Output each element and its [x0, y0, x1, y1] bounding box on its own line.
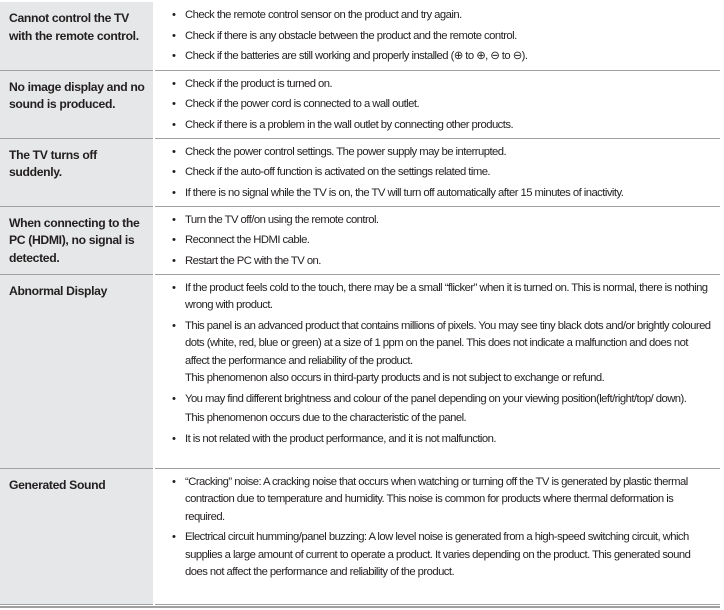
item-text: Check if the power cord is connected to a wall outlet.: [185, 98, 420, 110]
troubleshooting-table: [0, 2, 720, 605]
solutions-cell: [154, 206, 720, 274]
bullet: •: [172, 145, 176, 158]
bullet: •: [172, 166, 176, 178]
item-note: This phenomenon also occurs in third-party products and is not subject to exchange or refund.: [185, 372, 605, 384]
bullet: •: [172, 281, 176, 294]
problem-cell: Generated Sound: [0, 468, 154, 604]
list-item: [172, 96, 714, 114]
item-text: Check the remote control sensor on the product and try again.: [185, 9, 462, 21]
solutions-cell: [154, 70, 720, 138]
item-text: Check the power control settings. The power supply may be interrupted.: [185, 145, 507, 158]
item-text: Restart the PC with the TV on.: [185, 254, 321, 267]
list-item: [172, 7, 714, 25]
solutions-cell: [154, 468, 720, 604]
item-text: Check if there is any obstacle between the product and the remote control.: [185, 29, 517, 42]
list-item: [172, 232, 714, 250]
solutions-cell: [154, 274, 720, 468]
bullet: •: [172, 234, 176, 246]
bullet: •: [172, 98, 176, 110]
item-text: Electrical circuit humming/panel buzzing: A low level noise is generated from a high-speed switching circuit, which supplies a large amount of current to operate a product. It varies depending on the product. This generated sound does not affect the performance and reliability of the product.: [185, 531, 691, 578]
bullet: •: [172, 9, 176, 21]
list-item: [172, 117, 714, 135]
bullet: •: [172, 531, 176, 543]
item-text: Check if the auto-off function is activated on the settings related time.: [185, 166, 491, 178]
list-item: [172, 280, 714, 315]
problem-cell: The TV turns off suddenly.: [0, 138, 154, 206]
list-item: [172, 48, 714, 66]
problem-cell: No image display and no sound is produced.: [0, 70, 154, 138]
list-item: [172, 28, 714, 46]
list-item: [172, 474, 714, 527]
bullet: •: [172, 50, 176, 62]
bullet: •: [172, 432, 176, 445]
table-row: [0, 70, 720, 138]
list-item: [172, 144, 714, 162]
problem-cell: Cannot control the TV with the remote control.: [0, 2, 154, 70]
list-item: [172, 391, 714, 428]
solution-list: [172, 280, 714, 449]
list-item: [172, 253, 714, 271]
table-row: [0, 468, 720, 604]
bullet: •: [172, 319, 176, 332]
bullet: •: [172, 475, 176, 488]
solution-list: [172, 144, 714, 203]
item-text: Reconnect the HDMI cable.: [185, 234, 310, 246]
bullet: •: [172, 186, 176, 199]
list-item: [172, 318, 714, 388]
item-text: It is not related with the product performance, and it is not malfunction.: [185, 432, 496, 445]
bullet: •: [172, 118, 176, 131]
table-row: [0, 138, 720, 206]
bullet: •: [172, 392, 176, 405]
list-item: [172, 529, 714, 582]
bullet: •: [172, 77, 176, 90]
list-item: [172, 212, 714, 230]
list-item: [172, 431, 714, 449]
table-row: [0, 206, 720, 274]
table-row: [0, 2, 720, 70]
bottom-rule: [0, 606, 720, 608]
list-item: [172, 185, 714, 203]
solutions-cell: [154, 138, 720, 206]
item-text: Check if there is a problem in the wall outlet by connecting other products.: [185, 118, 514, 131]
item-text: “Cracking” noise: A cracking noise that occurs when watching or turning off the TV is generated by plastic thermal contraction due to temperature and humidity. This noise is common for products where thermal deformation is required.: [185, 475, 688, 523]
item-text: You may find different brightness and colour of the panel depending on your viewing position(left/right/top/ down).: [185, 392, 687, 405]
solution-list: [172, 76, 714, 135]
bullet: •: [172, 213, 176, 226]
item-text: If there is no signal while the TV is on, the TV will turn off automatically after 15 minutes of inactivity.: [185, 186, 624, 199]
table-row: [0, 274, 720, 468]
bullet: •: [172, 254, 176, 267]
problem-cell: When connecting to the PC (HDMI), no signal is detected.: [0, 206, 154, 274]
solution-list: [172, 474, 714, 582]
item-text: Check if the product is turned on.: [185, 77, 333, 90]
item-text: If the product feels cold to the touch, there may be a small “flicker” when it is turned on. This is normal, there is nothing wrong with product.: [185, 281, 708, 311]
item-text: This panel is an advanced product that contains millions of pixels. You may see tiny black dots and/or brightly coloured dots (white, red, blue or green) at a size of 1 ppm on the panel. This does not indicate a malfunction and does not affect the performance and reliability of the product.: [185, 319, 711, 367]
item-text: Check if the batteries are still working and properly installed (⊕ to ⊕, ⊖ to ⊖).: [185, 50, 528, 62]
list-item: [172, 76, 714, 94]
solution-list: [172, 7, 714, 66]
bullet: •: [172, 29, 176, 42]
solutions-cell: [154, 2, 720, 70]
solution-list: [172, 212, 714, 271]
item-note: This phenomenon occurs due to the characteristic of the panel.: [185, 412, 467, 424]
item-text: Turn the TV off/on using the remote control.: [185, 213, 379, 226]
list-item: [172, 164, 714, 182]
problem-cell: Abnormal Display: [0, 274, 154, 468]
